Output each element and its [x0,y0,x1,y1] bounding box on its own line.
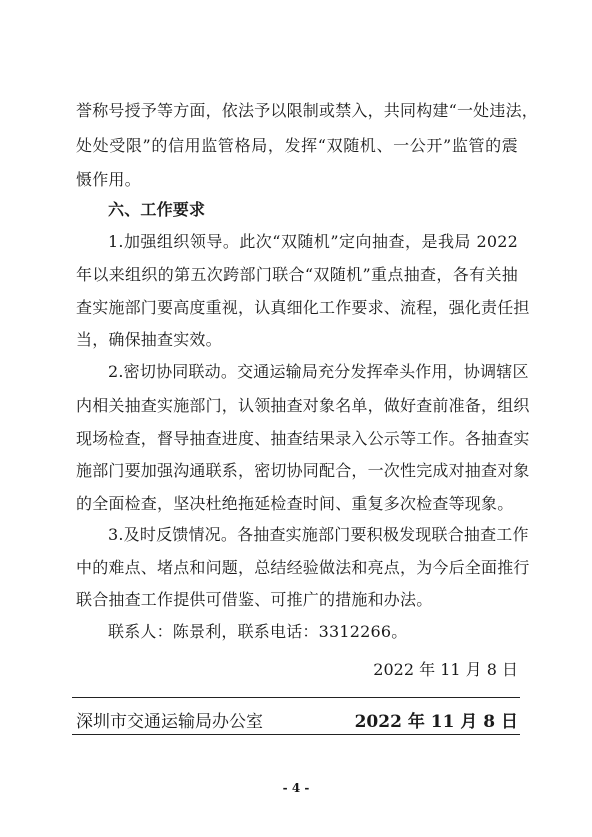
footer-rule-bottom [72,734,520,735]
footer-rule-top [72,697,520,698]
para2-line-2: 年以来组织的第五次跨部门联合“双随机”重点抽查，各有关抽 [76,265,518,284]
footer-office: 深圳市交通运输局办公室 [76,712,263,732]
para2-line-1: 1.加强组织领导。此次“双随机”定向抽查，是我局 2022 [108,232,518,251]
para1-line-3: 慑作用。 [76,170,141,189]
contact-line: 联系人：陈景利，联系电话：3312266。 [108,622,408,641]
para4-line-2: 中的难点、堵点和问题，总结经验做法和亮点，为今后全面推行 [76,558,530,577]
para3-line-3: 现场检查，督导抽查进度、抽查结果录入公示等工作。各抽查实 [76,429,530,448]
page-number: - 4 - [282,781,310,795]
footer-date: 2022 年 11 月 8 日 [354,712,518,732]
para3-line-1: 2.密切协同联动。交通运输局充分发挥牵头作用，协调辖区 [108,362,529,381]
para2-line-4: 当，确保抽查实效。 [76,330,222,349]
para4-line-3: 联合抽查工作提供可借鉴、可推广的措施和办法。 [76,590,433,609]
para2-line-3: 查实施部门要高度重视，认真细化工作要求、流程，强化责任担 [76,298,530,317]
para3-line-4: 施部门要加强沟通联系，密切协同配合，一次性完成对抽查对象 [76,461,530,480]
para4-line-1: 3.及时反馈情况。各抽查实施部门要积极发现联合抽查工作 [108,525,529,544]
para1-line-2: 处处受限”的信用监管格局，发挥“双随机、一公开”监管的震 [76,136,518,155]
para3-line-2: 内相关抽查实施部门，认领抽查对象名单，做好查前准备，组织 [76,396,530,415]
section-heading: 六、工作要求 [108,200,206,219]
para3-line-5: 的全面检查，坚决杜绝拖延检查时间、重复多次检查等现象。 [76,494,514,513]
para1-line-1: 誉称号授予等方面，依法予以限制或禁入，共同构建“一处违法， [76,101,538,120]
signature-date: 2022 年 11 月 8 日 [373,660,518,679]
